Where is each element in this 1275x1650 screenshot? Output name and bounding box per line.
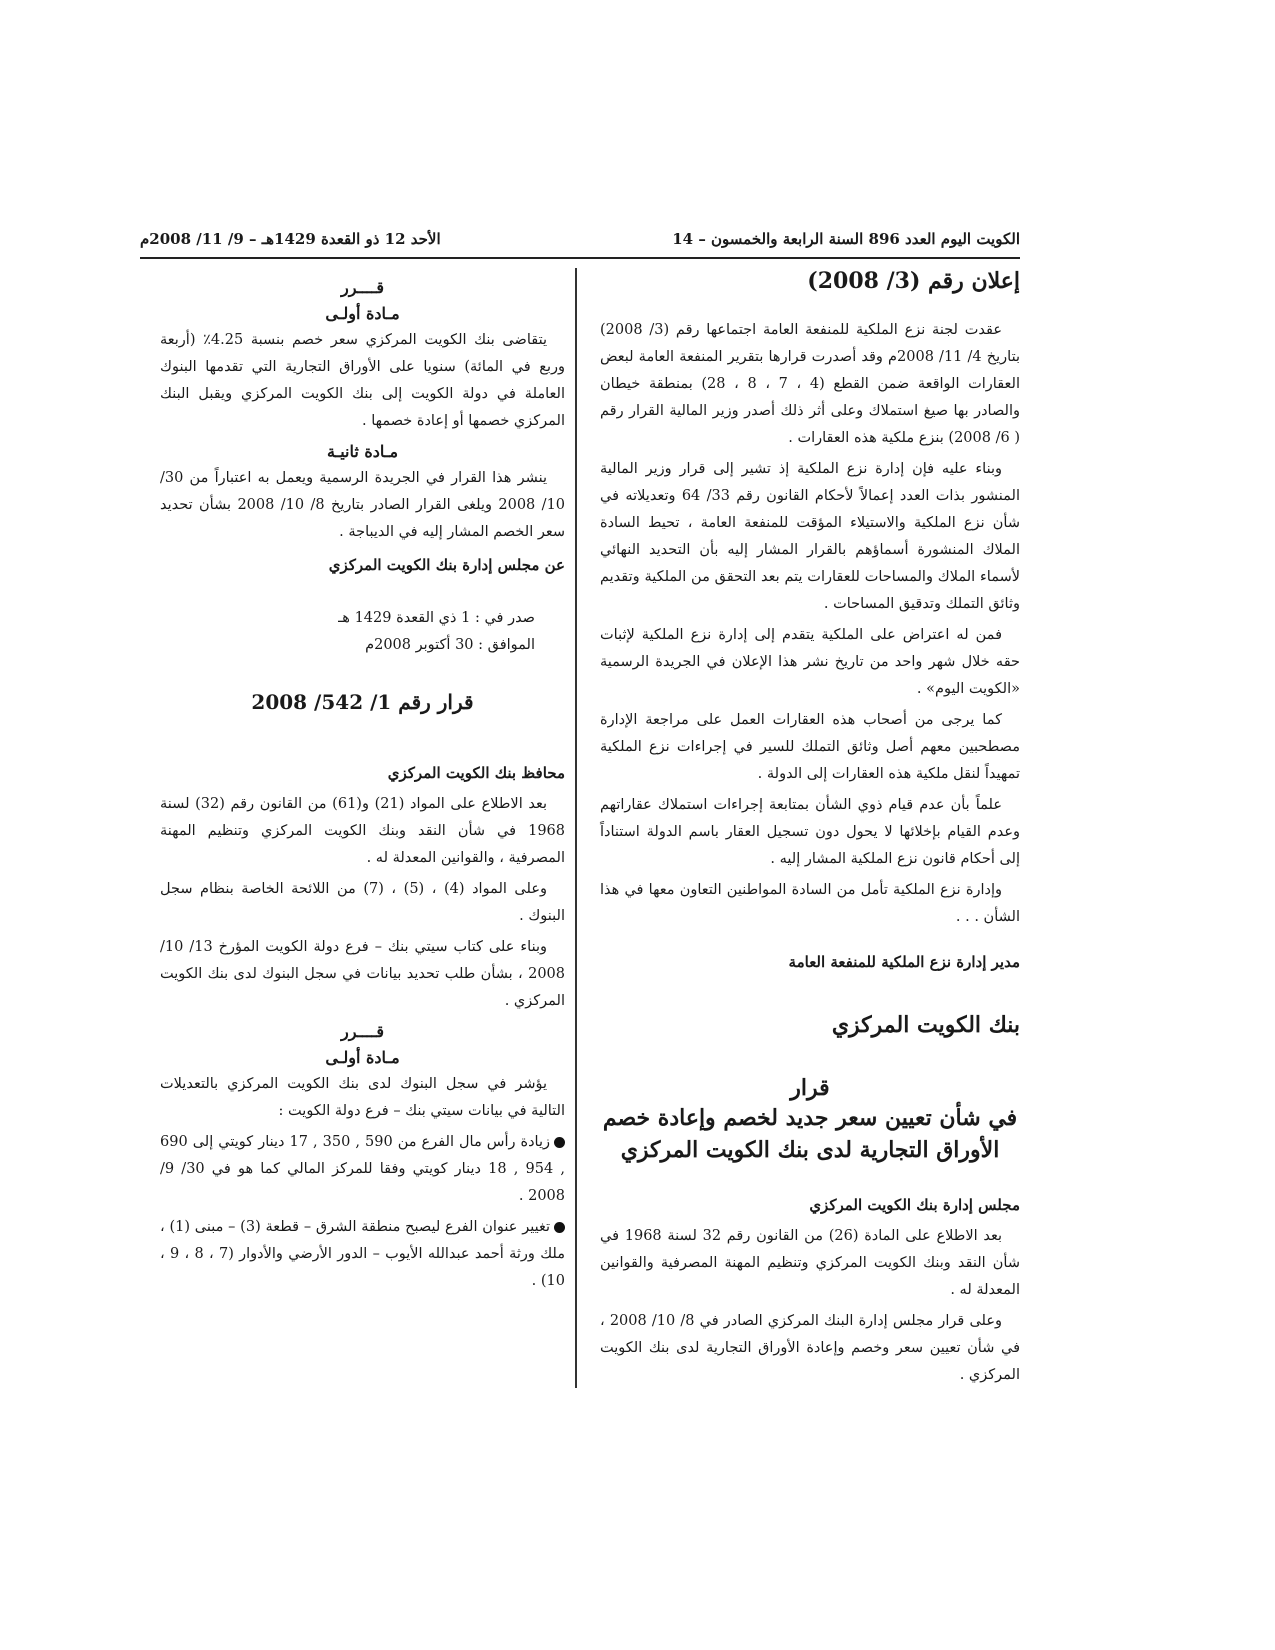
board-heading: مجلس إدارة بنك الكويت المركزي — [809, 1196, 1020, 1214]
article-two-heading: مـادة ثانيـة — [326, 442, 399, 461]
page-header — [140, 226, 1020, 256]
bullet-icon — [554, 1222, 565, 1233]
announcement-title: إعلان رقم (3/ 2008) — [807, 268, 1020, 294]
decision-word: قرار — [790, 1075, 830, 1101]
decision-title: في شأن تعيين سعر جديد لخصم وإعادة خصم الأوراق التجارية لدى بنك الكويت المركزي — [602, 1105, 1018, 1163]
list-item — [160, 1129, 565, 1210]
announcement-paragraph: فمن له اعتراض على الملكية يتقدم إلى إدارة نزع الملكية لإثبات حقه خلال شهر واحد من تاريخ نشر هذا الإعلان في الجريدة الرسمية «الكويت اليوم» . — [600, 627, 1020, 697]
bullet-text: تغيير عنوان الفرع ليصبح منطقة الشرق – قطعة (3) – مبنى (1) ، ملك ورثة أحمد عبدالله الأيوب – الدور الأرضي والأدوار (7 ، 8 ، 9 ، 10) . — [160, 1219, 565, 1289]
announcement-signature: مدير إدارة نزع الملكية للمنفعة العامة — [788, 953, 1020, 971]
decision-number: قرار رقم 1/ 542/ 2008 — [251, 690, 474, 714]
announcement-paragraph: وبناء عليه فإن إدارة نزع الملكية إذ تشير إلى قرار وزير المالية المنشور بذات العدد إعمالاً لأحكام القانون رقم 33/ 64 وتعديلاته في شأن نزع الملكية والاستيلاء المؤقت للمنفعة العامة ، تحيط السادة الملاك المنشورة أسماؤهم بالقرار المشار إليه بأن التحديد النهائي لأسماء الملاك والمساحات للعقارات يتم بعد التحقق من الملكية وتقديم وثائق التملك وتدقيق المساحات . — [600, 461, 1021, 612]
decided-heading-2: قــــرر — [341, 1022, 384, 1041]
article-two-text: ينشر هذا القرار في الجريدة الرسمية ويعمل به اعتباراً من 30/ 10/ 2008 ويلغى القرار الصادر بتاريخ 8/ 10/ 2008 بشأن تحديد سعر الخصم المشار إليه في الديباجة . — [160, 470, 566, 540]
governor-paragraph: وعلى المواد (4) ، (5) ، (7) من اللائحة الخاصة بنظام سجل البنوك . — [160, 881, 565, 924]
article-one-heading-2: مـادة أولـى — [325, 1048, 400, 1067]
board-signature: عن مجلس إدارة بنك الكويت المركزي — [328, 556, 565, 574]
column-divider — [575, 268, 577, 1388]
issued-date: صدر في : 1 ذي القعدة 1429 هـ — [338, 610, 535, 626]
announcement-paragraph: عقدت لجنة نزع الملكية للمنفعة العامة اجتماعها رقم (3/ 2008) بتاريخ 4/ 11/ 2008م وقد أصدرت قرارها بتقرير المنفعة العامة لبعض العقارات الواقعة ضمن القطع (4 ، 7 ، 8 ، 28) بمنطقة خيطان والصادر بها صيغ استملاك وعلى أثر ذلك أصدر وزير المالية القرار رقم ( 6/ 2008) بنزع ملكية هذه العقارات . — [600, 322, 1021, 446]
article-one-text: يتقاضى بنك الكويت المركزي سعر خصم بنسبة 4.25٪ (أربعة وربع في المائة) سنويا على الأوراق التجارية التي تقدمها البنوك العاملة في دولة الكويت إلى بنك الكويت المركزي ويقبل البنك المركزي خصمها أو إعادة خصمها . — [160, 332, 565, 429]
bullet-text: زيادة رأس مال الفرع من 590 , 350 , 17 دينار كويتي إلى 690 , 954 , 18 دينار كويتي وفقا للمركز المالي كما هو في 30/ 9/ 2008 . — [160, 1134, 566, 1204]
governor-paragraph: وبناء على كتاب سيتي بنك – فرع دولة الكويت المؤرخ 13/ 10/ 2008 ، بشأن طلب تحديد بيانات في سجل البنوك لدى بنك الكويت المركزي . — [160, 939, 565, 1009]
board-paragraph: وعلى قرار مجلس إدارة البنك المركزي الصادر في 8/ 10/ 2008 ، في شأن تعيين سعر وخصم وإعادة الأوراق التجارية لدى بنك الكويت المركزي . — [600, 1313, 1020, 1383]
right-column — [600, 268, 1020, 1393]
bank-title: بنك الكويت المركزي — [831, 1012, 1020, 1038]
announcement-paragraph: علماً بأن عدم قيام ذوي الشأن بمتابعة إجراءات استملاك عقاراتهم وعدم القيام بإخلائها لا يحول دون تسجيل العقار باسم الدولة استناداً إلى أحكام قانون نزع الملكية المشار إليه . — [600, 797, 1020, 867]
header-issue-info: الكويت اليوم العدد 896 السنة الرابعة والخمسون – 14 — [672, 230, 1020, 248]
decided-heading: قــــرر — [341, 278, 384, 297]
announcement-paragraph: وإدارة نزع الملكية تأمل من السادة المواطنين التعاون معها في هذا الشأن . . . — [600, 882, 1020, 925]
corresponding-date: الموافق : 30 أكتوبر 2008م — [365, 637, 535, 653]
governor-heading: محافظ بنك الكويت المركزي — [387, 764, 565, 782]
announcement-paragraph: كما يرجى من أصحاب هذه العقارات العمل على مراجعة الإدارة مصطحبين معهم أصل وثائق التملك للسير في إجراءات نزع الملكية تمهيداً لنقل ملكية هذه العقارات إلى الدولة . — [600, 712, 1020, 782]
header-rule — [140, 257, 1020, 259]
bullet-icon — [554, 1137, 565, 1148]
article-one-text-2: يؤشر في سجل البنوك لدى بنك الكويت المركزي بالتعديلات التالية في بيانات سيتي بنك – فرع دولة الكويت : — [160, 1076, 565, 1119]
left-column — [160, 275, 565, 1299]
governor-paragraph: بعد الاطلاع على المواد (21) و(61) من القانون رقم (32) لسنة 1968 في شأن النقد وبنك الكويت المركزي وتنظيم المهنة المصرفية ، والقوانين المعدلة له . — [160, 796, 565, 866]
header-date: الأحد 12 ذو القعدة 1429هـ – 9/ 11/ 2008م — [140, 230, 441, 248]
article-one-heading: مـادة أولـى — [325, 304, 400, 323]
board-paragraph: بعد الاطلاع على المادة (26) من القانون رقم 32 لسنة 1968 في شأن النقد وبنك الكويت المركزي وتنظيم المهنة المصرفية والقوانين المعدلة له . — [600, 1228, 1020, 1298]
list-item — [160, 1214, 565, 1295]
